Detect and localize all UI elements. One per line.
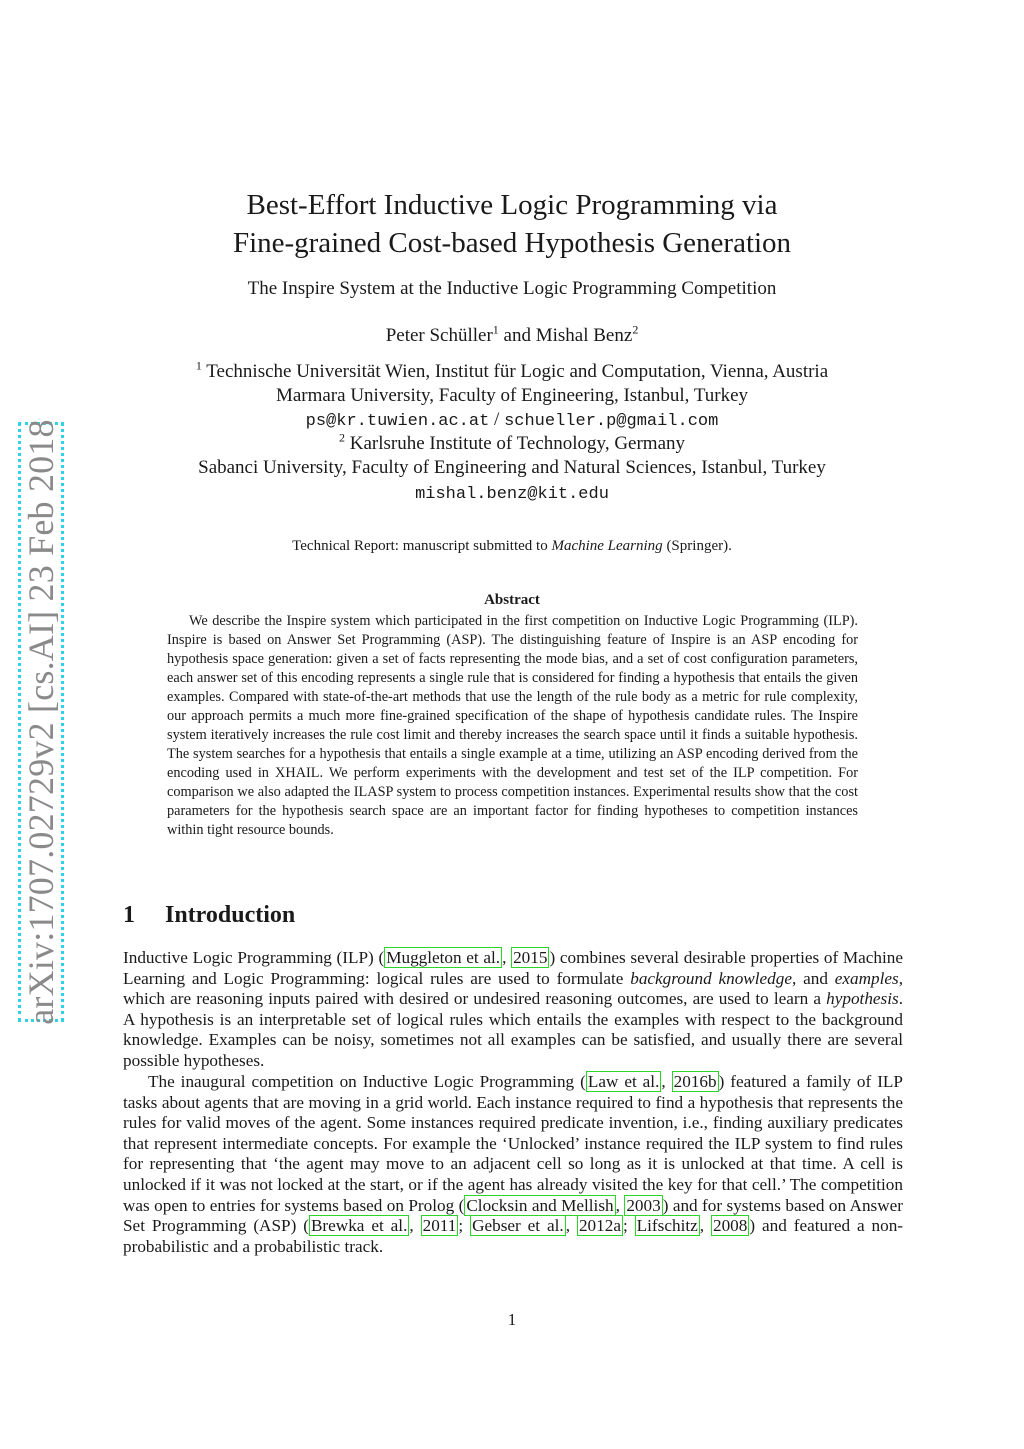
p2-text: ) and featured a non-probabilistic and a probabilistic track.: [123, 1216, 904, 1256]
p1-text: ,: [502, 948, 512, 967]
p2-text: The inaugural competition on Inductive Logic Programming (: [148, 1072, 586, 1091]
p2-text: ,: [699, 1216, 711, 1236]
p1-text: , and: [792, 968, 835, 988]
email-2[interactable]: mishal.benz@kit.edu: [415, 485, 609, 504]
abstract-text: We describe the Inspire system which participated in the first competition on Inductive Logic Programming (ILP). Inspire is based on Answer Set Programming (ASP). The distinguishing feature of Inspire is an ASP encoding for hypothesis space generation: given a set of facts representing the mode bias, and a set of cost configuration parameters, each answer set of this encoding represents a single rule that is considered for finding a hypothesis that entails the given examples. Compared with state-of-the-art methods that use the length of the rule body as a metric for rule complexity, our approach permits a much more fine-grained specification of the shape of hypothesis candidate rules. The Inspire system iteratively increases the rule cost limit and thereby increases the search space until it finds a suitable hypothesis. The system searches for a hypothesis that entails a single example at a time, utilizing an ASP encoding derived from the encoding used in XHAIL. We perform experiments with the development and test set of the ILP competition. For comparison we also adapted the ILASP system to process competition instances. Experimental results show that the cost parameters for the hypothesis search space are an important factor for finding hypotheses to competition instances within tight resource bounds.: [167, 613, 858, 838]
intro-paragraph-1: [123, 948, 903, 1072]
citation-link[interactable]: Muggleton et al.: [386, 948, 501, 967]
citation-year-link[interactable]: 2015: [513, 948, 548, 967]
tech-report-journal: Machine Learning: [551, 538, 663, 554]
paper-subtitle: The Inspire System at the Inductive Logic Programming Competition: [247, 278, 777, 299]
author-2-email-line: [0, 482, 1024, 504]
email-separator: /: [494, 409, 500, 430]
author-2-affil: 2: [632, 322, 639, 337]
citation-year-link[interactable]: 2011: [422, 1216, 457, 1236]
email-1b[interactable]: schueller.p@gmail.com: [504, 412, 719, 431]
p2-text: ,: [661, 1072, 672, 1091]
email-1a[interactable]: ps@kr.tuwien.ac.at: [305, 412, 490, 431]
author-1-emails: [0, 409, 1024, 431]
p2-text: ,: [615, 1195, 625, 1215]
p2-text: ;: [622, 1216, 635, 1236]
p1-text: Inductive Logic Programming (ILP) (: [123, 948, 385, 967]
citation-year-link[interactable]: 2003: [626, 1195, 661, 1215]
citation-link[interactable]: Clocksin and Mellish: [466, 1195, 614, 1215]
citation-year-link[interactable]: 2008: [712, 1216, 748, 1236]
p2-text: ,: [565, 1216, 577, 1236]
affiliation-1-line-2: Marmara University, Faculty of Engineering, Istanbul, Turkey: [275, 385, 749, 406]
author-2: and Mishal Benz: [503, 325, 633, 346]
affiliation-2-mark: 2: [338, 430, 345, 445]
paper-title-line-1: Best-Effort Inductive Logic Programming via: [246, 189, 778, 221]
tech-report-suffix: (Springer).: [666, 538, 732, 554]
citation-year-link[interactable]: 2012a: [578, 1216, 621, 1236]
tech-report-prefix: Technical Report: manuscript submitted to: [292, 538, 548, 554]
p2-text: ,: [409, 1216, 421, 1236]
p1-text: . A hypothesis is an interpretable set of logical rules which entails the examples with respect to the background knowledge. Examples can be noisy, sometimes not all examples can be satisfied, and usually there are several possible hypotheses.: [123, 989, 903, 1070]
author-1: Peter Schüller: [385, 325, 493, 346]
citation-link[interactable]: Brewka et al.: [310, 1216, 408, 1236]
affiliation-2-line-1: [0, 430, 1024, 455]
p1-text: ) combines several desirable properties of Machine Learning and Logic Programming: logical rules are used to formulate: [123, 948, 903, 988]
citation-link[interactable]: Law et al.: [587, 1072, 660, 1091]
p1-emphasis: hypothesis: [826, 989, 899, 1009]
p2-text: ) featured a family of ILP tasks about agents that are moving in a grid world. Each instance required to find a hypothesis that represents the rules for valid moves of the agent. Some instances required predicate invention, i.e., finding auxiliary predicates that represent intermediate concepts. For example the ‘Unlocked’ instance required the ILP system to find rules for representing that ‘the agent may move to an adjacent cell so long as it is unlocked at that time. A cell is unlocked if it was not locked at the start, or if the agent has already visited the key for that cell.’ The competition was open to entries for systems based on Prolog (: [123, 1072, 903, 1215]
p1-emphasis: background knowledge: [630, 968, 792, 988]
abstract-heading: Abstract: [484, 592, 540, 608]
section-title: Introduction: [165, 902, 296, 928]
affiliation-2-line-2: Sabanci University, Faculty of Engineering and Natural Sciences, Istanbul, Turkey: [198, 457, 826, 478]
intro-paragraph-2: [123, 1072, 903, 1257]
arxiv-id: arXiv:1707.02729v2 [cs.AI] 23 Feb 2018: [21, 419, 61, 1025]
affiliation-2-text: Karlsruhe Institute of Technology, Germany: [349, 433, 686, 454]
technical-report-note: [0, 538, 1024, 555]
p1-text: , which are reasoning inputs paired with desired or undesired reasoning outcomes, are used to learn a: [123, 968, 903, 1009]
section-heading: [123, 902, 295, 929]
author-1-affil: 1: [492, 322, 499, 337]
p2-text: ;: [458, 1216, 471, 1236]
affiliation-1-mark: 1: [195, 358, 202, 373]
p2-text: ) and for systems based on Answer Set Programming (ASP) (: [123, 1195, 903, 1236]
citation-link[interactable]: Lifschitz: [636, 1216, 698, 1236]
section-number: 1: [123, 902, 135, 928]
affiliation-1-line-1: [0, 358, 1024, 383]
authors: [0, 322, 1024, 347]
p1-emphasis: examples: [834, 968, 899, 988]
page-number: 1: [507, 1310, 517, 1329]
citation-year-link[interactable]: 2016b: [673, 1072, 717, 1091]
arxiv-stamp: [18, 419, 64, 1025]
citation-link[interactable]: Gebser et al.: [472, 1216, 564, 1236]
affiliation-1-text: Technische Universität Wien, Institut für Logic and Computation, Vienna, Austria: [206, 361, 829, 382]
paper-title-line-2: Fine-grained Cost-based Hypothesis Generation: [232, 227, 792, 259]
